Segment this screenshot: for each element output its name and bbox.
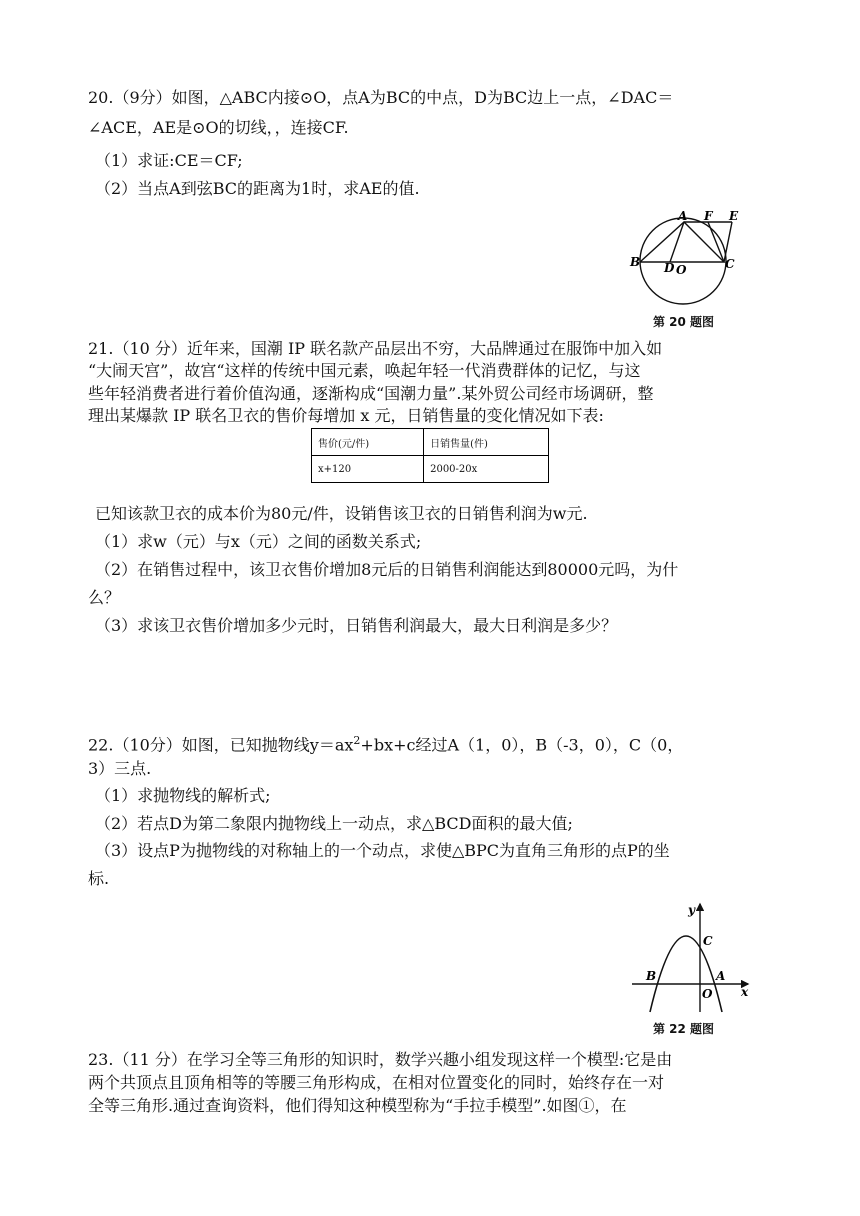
q22-part1: （1）求抛物线的解析式; <box>95 786 271 805</box>
q20-label-d: D <box>664 261 675 275</box>
q23-stem-line2: 两个共顶点且顶角相等的等腰三角形构成，在相对位置变化的同时，始终存在一对 <box>88 1073 665 1092</box>
q21-stem-line2: “大闹天宫”，故宫“这样的传统中国元素，唤起年轻一代消费群体的记忆，与这 <box>88 361 641 380</box>
q20-stem-line2: ∠ACE，AE是⊙O的切线，，连接CF. <box>88 118 349 137</box>
q21-part2-line1: （2）在销售过程中，该卫衣售价增加8元后的日销售利润能达到80000元吗，为什 <box>95 560 679 579</box>
q20-label-b: B <box>630 255 641 269</box>
q21-given: 已知该款卫衣的成本价为80元/件，设销售该卫衣的日销售利润为w元. <box>95 504 588 523</box>
q21-stem-line4: 理出某爆款 IP 联名卫衣的售价每增加 x 元，日销售量的变化情况如下表: <box>88 406 604 425</box>
q22-part3-line2: 标. <box>88 869 110 888</box>
table-cell-price: x+120 <box>312 456 424 483</box>
table-header-row <box>312 429 549 456</box>
q20-label-a: A <box>678 209 688 223</box>
q23-stem-line1: 23.（11 分）在学习全等三角形的知识时，数学兴趣小组发现这样一个模型:它是由 <box>88 1050 673 1069</box>
q20-label-f: F <box>704 209 713 223</box>
q22-part3-line1: （3）设点P为抛物线的对称轴上的一个动点，求使△BPC为直角三角形的点P的坐 <box>95 841 670 860</box>
q22-label-y: y <box>688 903 695 917</box>
q22-stem-line1 <box>88 731 683 755</box>
q22-label-x: x <box>741 985 749 999</box>
q21-part3: （3）求该卫衣售价增加多少元时，日销售利润最大，最大日利润是多少？ <box>95 616 618 635</box>
table-cell-volume: 2000-20x <box>424 456 549 483</box>
q20-part2: （2）当点A到弦BC的距离为1时，求AE的值. <box>95 179 420 198</box>
q22-label-a: A <box>716 969 726 983</box>
q22-figure-caption: 第 22 题图 <box>653 1022 715 1036</box>
table-row <box>312 456 549 483</box>
q21-stem-line3: 些年轻消费者进行着价值沟通，逐渐构成“国潮力量”.某外贸公司经市场调研，整 <box>88 384 654 403</box>
q22-stem-post: +bx+c经过A（1，0），B（-3，0），C（0， <box>360 735 684 755</box>
q21-sales-table <box>311 428 549 483</box>
q20-stem-line1: 20.（9分）如图，△ABC内接⊙O，点A为BC的中点，D为BC边上一点，∠DAC＝ <box>88 88 674 107</box>
q22-stem-pre: 22.（10分）如图，已知抛物线y＝ax <box>88 735 354 755</box>
q22-figure <box>628 900 758 1020</box>
q20-label-o: O <box>676 263 687 277</box>
q21-part1: （1）求w（元）与x（元）之间的函数关系式; <box>95 532 422 551</box>
q20-figure <box>628 208 758 313</box>
q22-stem-superscript: 2 <box>353 734 361 747</box>
q22-label-o: O <box>702 987 713 1001</box>
q22-label-c: C <box>703 934 713 948</box>
q22-part2: （2）若点D为第二象限内抛物线上一动点，求△BCD面积的最大值; <box>95 814 573 833</box>
table-header-price: 售价(元/件) <box>312 429 424 456</box>
q22-stem-line2: 3）三点. <box>88 759 152 778</box>
q20-figure-caption: 第 20 题图 <box>653 315 715 329</box>
table-header-volume: 日销售量(件) <box>424 429 549 456</box>
q20-label-e: E <box>729 209 739 223</box>
q22-label-b: B <box>646 969 657 983</box>
q20-label-c: C <box>725 257 735 271</box>
q23-stem-line3: 全等三角形.通过查询资料，他们得知这种模型称为“手拉手模型”.如图①，在 <box>88 1096 627 1115</box>
q20-part1: （1）求证:CE＝CF; <box>95 151 243 170</box>
q21-part2-line2: 么？ <box>88 588 121 607</box>
q21-stem-line1: 21.（10 分）近年来，国潮 IP 联名款产品层出不穷，大品牌通过在服饰中加入如 <box>88 339 663 358</box>
